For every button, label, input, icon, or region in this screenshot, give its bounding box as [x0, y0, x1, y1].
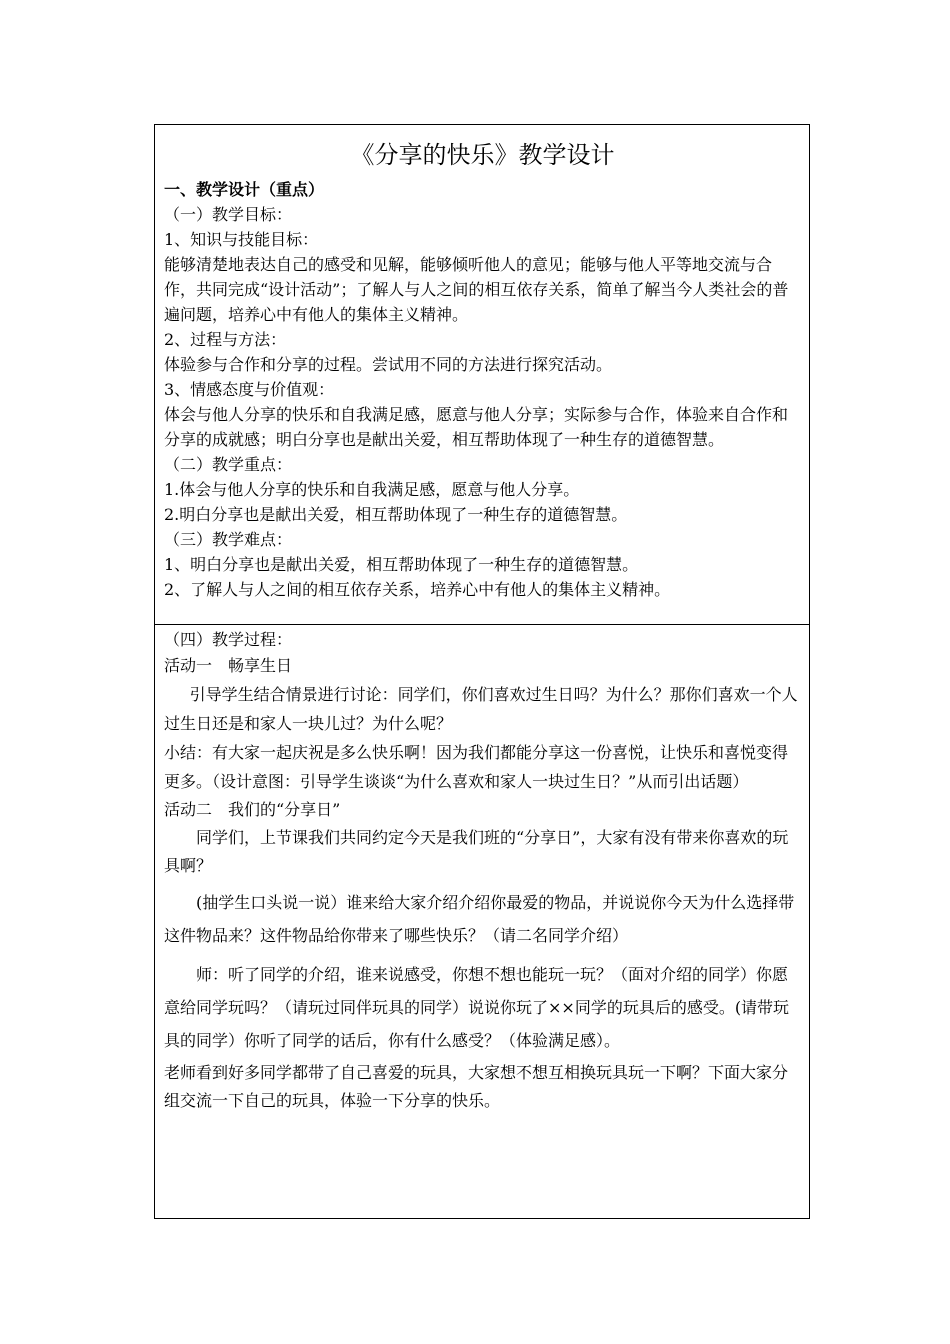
activity2-paragraph: 老师看到好多同学都带了自己喜爱的玩具，大家想不想互相换玩具玩一下啊？下面大家分组交流一下自己的玩具，体验一下分享的快乐。	[164, 1063, 789, 1110]
teaching-process-cell	[155, 625, 809, 1218]
teaching-process-label: （四）教学过程：	[164, 630, 293, 649]
document-title: 《分享的快乐》教学设计	[350, 141, 615, 169]
activity1-paragraph: 引导学生结合情景进行讨论：同学们，你们喜欢过生日吗？为什么？那你们喜欢一个人过生日还是和家人一块儿过？为什么呢？	[164, 685, 798, 733]
key-point-item: 1.体会与他人分享的快乐和自我满足感，愿意与他人分享。	[164, 480, 580, 499]
activity2-title: 活动二 我们的“分享日”	[164, 800, 341, 819]
activity1-title: 活动一 畅享生日	[164, 656, 293, 675]
lesson-plan-table	[154, 124, 810, 1219]
activity1-summary: 小结：有大家一起庆祝是多么快乐啊！因为我们都能分享这一份喜悦，让快乐和喜悦变得更多。（设计意图：引导学生谈谈“为什么喜欢和家人一块过生日？”从而引出话题）	[164, 743, 789, 791]
process-method-text: 体验参与合作和分享的过程。尝试用不同的方法进行探究活动。	[164, 355, 613, 374]
emotion-text: 体会与他人分享的快乐和自我满足感，愿意与他人分享；实际参与合作，体验来自合作和分享的成就感；明白分享也是献出关爱，相互帮助体现了一种生存的道德智慧。	[164, 405, 789, 449]
activity2-paragraph: (抽学生口头说一说）谁来给大家介绍介绍你最爱的物品，并说说你今天为什么选择带这件物品来？这件物品给你带来了哪些快乐？（请二名同学介绍）	[164, 893, 795, 945]
objectives-cell	[155, 125, 809, 625]
activity2-paragraph: 同学们，上节课我们共同约定今天是我们班的“分享日”，大家有没有带来你喜欢的玩具啊？	[164, 828, 789, 875]
key-point-item: 2.明白分享也是献出关爱，相互帮助体现了一种生存的道德智慧。	[164, 505, 628, 524]
emotion-label: 3、情感态度与价值观：	[164, 380, 335, 399]
process-method-label: 2、过程与方法：	[164, 330, 287, 349]
difficult-points-label: （三）教学难点：	[164, 530, 293, 549]
objectives-label: （一）教学目标：	[164, 205, 293, 224]
knowledge-label: 1、知识与技能目标：	[164, 230, 319, 249]
section-heading: 一、教学设计（重点）	[164, 180, 325, 199]
difficult-point-item: 2、了解人与人之间的相互依存关系，培养心中有他人的集体主义精神。	[164, 580, 671, 599]
difficult-point-item: 1、明白分享也是献出关爱，相互帮助体现了一种生存的道德智慧。	[164, 555, 639, 574]
key-points-label: （二）教学重点：	[164, 455, 293, 474]
knowledge-text: 能够清楚地表达自己的感受和见解，能够倾听他人的意见；能够与他人平等地交流与合作，共同完成“设计活动”；了解人与人之间的相互依存关系，简单了解当今人类社会的普遍问题，培养心中有他人的集体主义精神。	[164, 255, 789, 324]
activity2-paragraph: 师：听了同学的介绍，谁来说感受，你想不想也能玩一玩？（面对介绍的同学）你愿意给同学玩吗？（请玩过同伴玩具的同学）说说你玩了××同学的玩具后的感受。(请带玩具的同学）你听了同学的话后，你有什么感受？（体验满足感）。	[164, 965, 790, 1050]
